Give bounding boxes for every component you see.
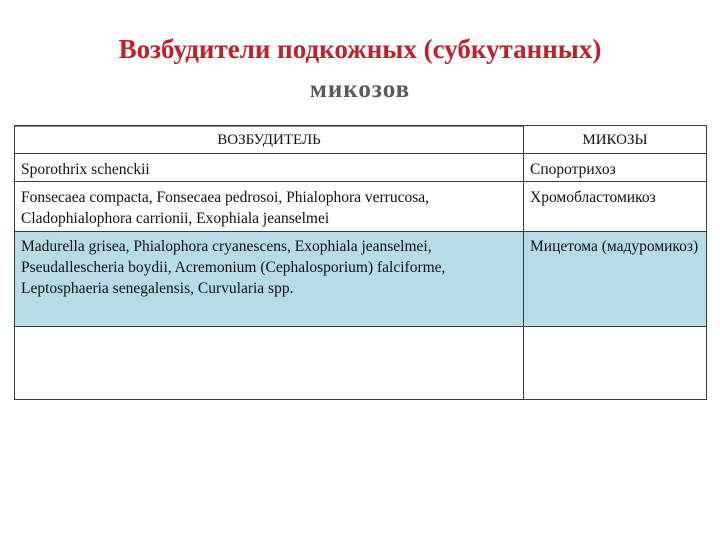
mycosis-cell: [524, 327, 707, 400]
pathogen-cell: Fonsecaea compacta, Fonsecaea pedrosoi, Phialophora verrucosa, Cladophialophora carrionii, Exophiala jeanselmei: [15, 182, 524, 232]
pathogen-cell: Sporothrix schenckii: [15, 154, 524, 182]
pathogen-cell: Madurella grisea, Phialophora cryanescens, Exophiala jeanselmei, Pseudallescheria boydii, Acremonium (Cephalosporium) falciforme, Leptosphaeria senegalensis, Curvularia spp.: [15, 232, 524, 327]
table-row: [15, 154, 707, 182]
mycosis-cell: Мицетома (мадуромикоз): [524, 232, 707, 327]
header-mycoses: МИКОЗЫ: [524, 126, 707, 154]
mycoses-table: [14, 125, 707, 400]
table-row-highlighted: [15, 232, 707, 327]
pathogen-cell: [15, 327, 524, 400]
table-row-empty: [15, 327, 707, 400]
header-pathogen: ВОЗБУДИТЕЛЬ: [15, 126, 524, 154]
page-title: Возбудители подкожных (субкутанных): [118, 34, 602, 64]
page-subtitle: микозов: [309, 76, 411, 103]
table-header-row: [15, 126, 707, 154]
mycosis-cell: Споротрихоз: [524, 154, 707, 182]
table-row: [15, 182, 707, 232]
mycosis-cell: Хромобластомикоз: [524, 182, 707, 232]
